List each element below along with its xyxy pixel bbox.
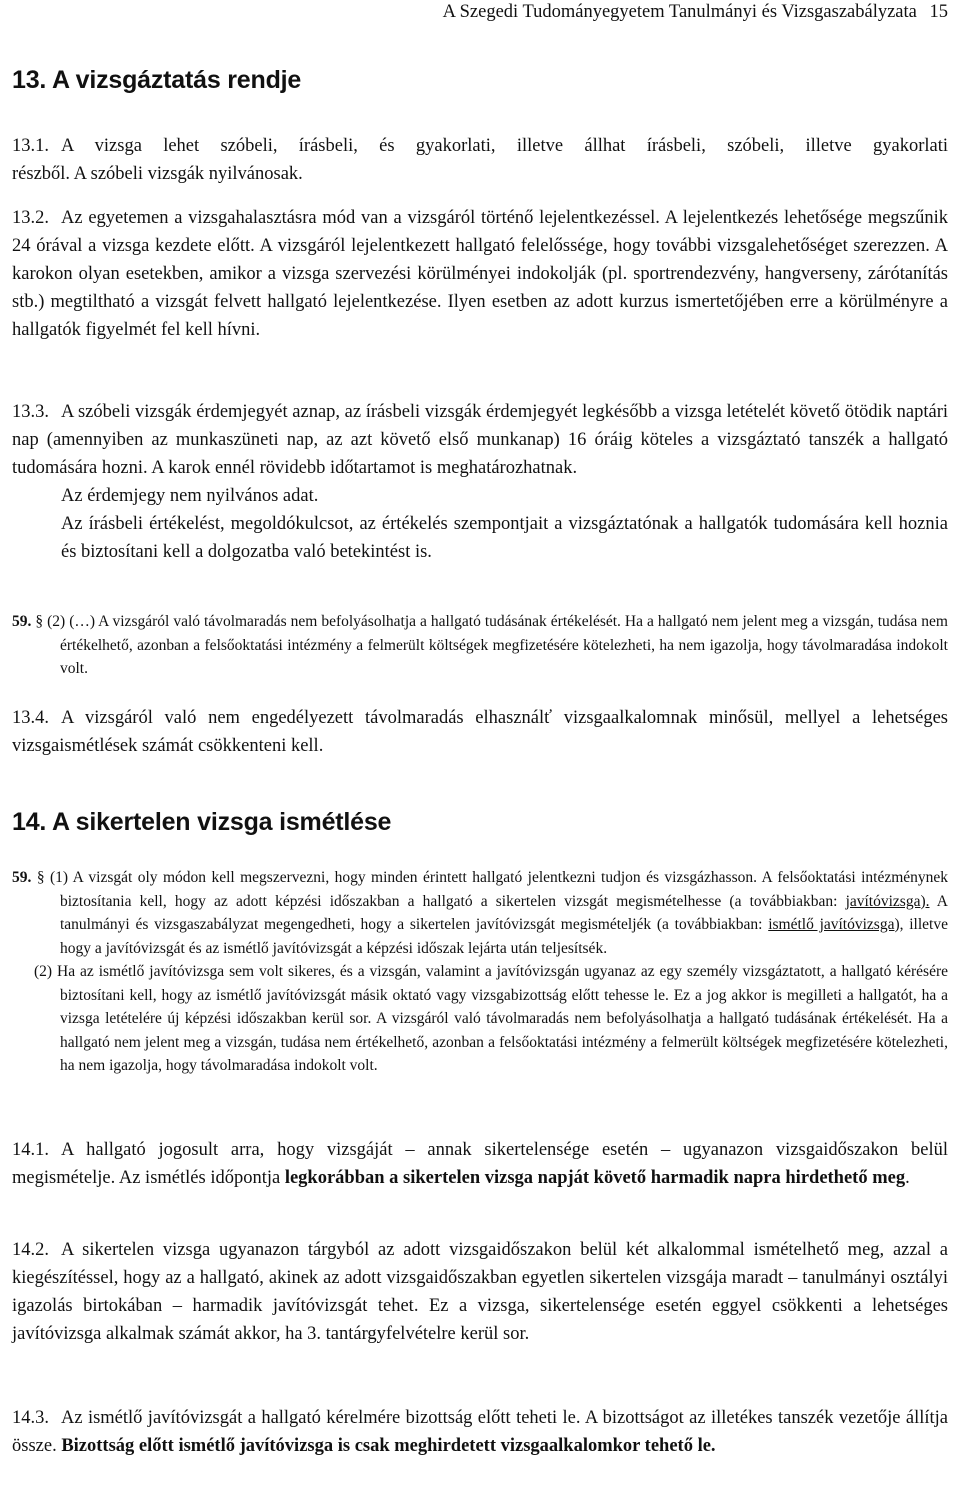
quote-subsection-2: (2) Ha az ismétlő javítóvizsga sem volt sikeres, és a vizsgán, valamint a javítóvizsgán ugyanaz az egy személy vizsgáztatott, a hallgató kérésére biztosítani kell, hogy az ismétlő javítóvizsgát másik oktató vagy vizsgabizottság előtt tehesse le. Ez a jog akkor is megilleti a hallgatót, ha a vizsga letételére új képzési időszakban kerül sor. A vizsgáról való távolmaradás nem befolyásolhatja a hallgató tudásának értékelését. Ha a hallgató nem jelent meg a vizsgán, tudása nem értékelhető, azonban a felsőoktatási intézmény a felmerült költségek megfizetésére kötelezheti, ha nem igazolja, hogy távolmaradása indokolt volt.	[34, 963, 948, 1074]
section-14-title: 14. A sikertelen vizsga ismétlése	[12, 808, 392, 836]
paragraph-emphasis: Bizottság előtt ismétlő javítóvizsga is csak meghirdetett vizsgaalkalomkor tehető le.	[61, 1436, 716, 1456]
paragraph-number: 13.2.	[12, 208, 49, 228]
quote-text: (1) A vizsgát oly módon kell megszervezni, hogy minden érintett hallgató jelentkezni tudjon és vizsgázhasson. A felsőoktatási intézménynek biztosítania kell, hogy az adott képzési időszakban a hallgató a sikertelen vizsgát megismételhesse (a továbbiakban:	[50, 869, 949, 910]
paragraph-14-2	[12, 1236, 948, 1348]
defined-term: javítóvizsga).	[845, 892, 930, 910]
quote-text: A tanulmányi és vizsgaszabályzat megengedheti, hogy a sikertelen javítóvizsgát megismételjék (a továbbiakban:	[60, 892, 948, 933]
paragraph-emphasis: legkorábban a sikertelen vizsga napját követő harmadik napra hirdethető meg	[284, 1168, 906, 1188]
paragraph-number: 14.2.	[12, 1240, 49, 1260]
section-sign: §	[36, 869, 45, 886]
paragraph-text: A szóbeli vizsgák érdemjegyét aznap, az írásbeli vizsgák érdemjegyét legkésőbb a vizsga letételét követő ötödik naptári nap (amennyiben az munkaszüneti nap, az azt követő első munkanap) 16 óráig köteles a vizsgáztató tanszék a hallgató tudomására hozni. A karok ennél rövidebb időtartamot is meghatározhatnak.	[12, 402, 948, 478]
paragraph-text: Az ismétlő javítóvizsgát a hallgató kérelmére bizottság előtt teheti le. A bizottságot az illetékes tanszék vezetője állítja össze.	[12, 1408, 948, 1456]
paragraph-text: Az érdemjegy nem nyilvános adat.	[61, 486, 319, 506]
section-sign: §	[35, 613, 44, 630]
paragraph-number: 14.1.	[12, 1140, 49, 1160]
paragraph-text: A hallgató jogosult arra, hogy vizsgáját – annak sikertelensége esetén – ugyanazon vizsgaidőszakon belül megismételje. Az ismétlés időpontja	[12, 1140, 948, 1188]
paragraph-13-1	[12, 132, 948, 188]
paragraph-text: A vizsgáról való nem engedélyezett távolmaradás elhasználť vizsgaalkalomnak minősül, mellyel a lehetséges vizsgaismétlések számát csökkenteni kell.	[12, 708, 948, 756]
running-header	[443, 2, 948, 23]
page-number: 15	[929, 2, 948, 22]
quote-text: (2) (…) A vizsgáról való távolmaradás nem befolyásolhatja a hallgató tudásának értékelését. Ha a hallgató nem jelent meg a vizsgán, tudása nem értékelhető, azonban a felsőoktatási intézmény a felmerült költségek megfizetésére kötelezheti, ha nem igazolja, hogy távolmaradása indokolt volt.	[47, 613, 948, 677]
paragraph-13-4	[12, 704, 948, 760]
paragraph-text: Az írásbeli értékelést, megoldókulcsot, az értékelés szempontjait a vizsgáztatónak a hallgatók tudomására kell hoznia és biztosítani kell a dolgozatba való betekintést is.	[61, 514, 948, 562]
paragraph-number: 13.3.	[12, 402, 49, 422]
paragraph-14-1	[12, 1136, 948, 1192]
running-title: A Szegedi Tudományegyetem Tanulmányi és Vizsgaszabályzata	[442, 2, 917, 22]
section-13-title: 13. A vizsgáztatás rendje	[12, 66, 302, 94]
paragraph-14-3	[12, 1404, 948, 1460]
paragraph-number: 14.3.	[12, 1408, 49, 1428]
defined-term: ismétlő javítóvizsga	[768, 916, 895, 933]
paragraph-number: 13.1.	[12, 136, 49, 156]
legal-quote-59-2	[12, 610, 948, 681]
paragraph-13-3	[12, 398, 948, 566]
legal-quote-59	[12, 866, 948, 1078]
paragraph-text: A sikertelen vizsga ugyanazon tárgyból az adott vizsgaidőszakon belül két alkalommal ismételhető meg, azzal a kiegészítéssel, hogy az a hallgató, akinek az adott vizsgaidőszakban egyetlen sikertelen vizsgája maradt – tanulmányi osztályi igazolás birtokában – harmadik javítóvizsgát tehet. Ez a vizsga, sikertelensége esetén eggyel csökkenti a lehetséges javítóvizsga alkalmak számát akkor, ha 3. tantárgyfelvételre kerül sor.	[12, 1240, 948, 1344]
paragraph-number: 13.4.	[12, 708, 49, 728]
paragraph-text: .	[905, 1168, 910, 1188]
paragraph-first-line: A vizsga lehet szóbeli, írásbeli, és gyakorlati, illetve állhat írásbeli, szóbeli, illetve gyakorlati	[61, 136, 948, 156]
paragraph-13-2	[12, 204, 948, 344]
paragraph-text: Az egyetemen a vizsgahalasztásra mód van a vizsgáról történő lejelentkezéssel. A lejelentkezés lehetősége megszűnik 24 órával a vizsga kezdete előtt. A vizsgáról lejelentkezett hallgató felelőssége, hogy további vizsgalehetőséget szerezzen. A karokon olyan esetekben, amikor a vizsga szervezési körülményei indokolják (pl. sportrendezvény, hangverseny, zárótanítás stb.) megtiltható a vizsgát felvett hallgató lejelentkezése. Ilyen esetben az adott kurzus ismertetőjében erre a körülményre a hallgatók figyelmét fel kell hívni.	[12, 208, 948, 340]
quote-text: ), illetve hogy a javítóvizsgát és az ismétlő javítóvizsgát a képzési időszak lejárta után teljesítsék.	[60, 916, 948, 957]
quote-article-number: 59.	[12, 613, 32, 630]
paragraph-text: részből. A szóbeli vizsgák nyilvánosak.	[12, 164, 303, 184]
quote-article-number: 59.	[12, 869, 32, 886]
